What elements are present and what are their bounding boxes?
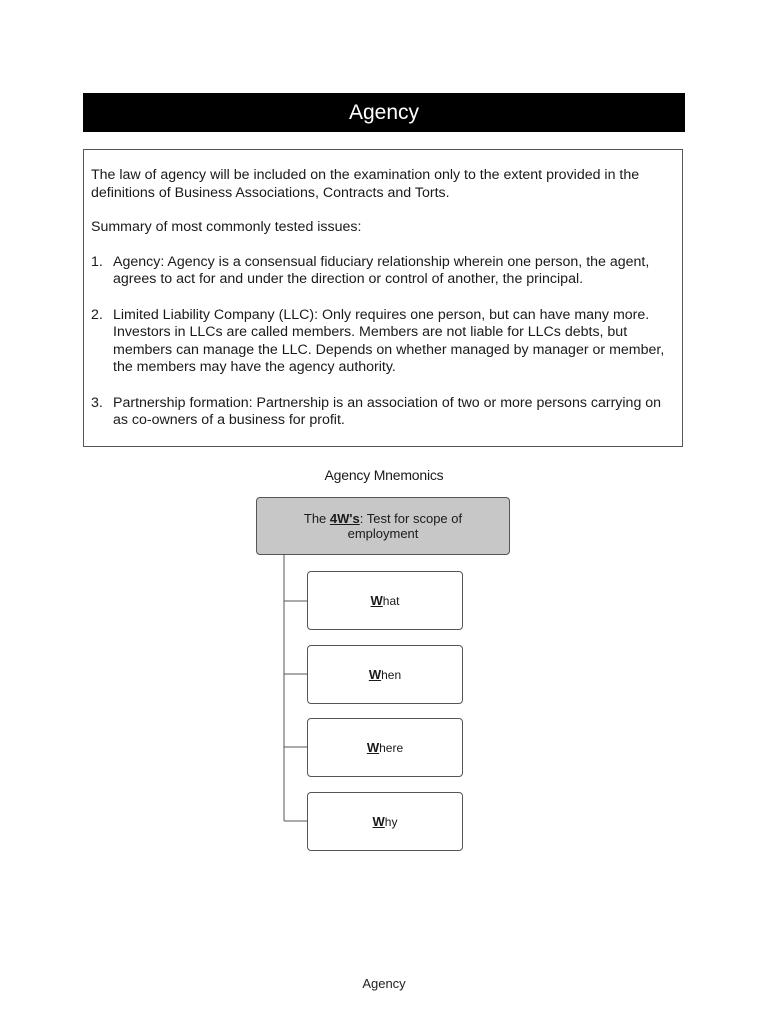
mnemonic-node-where bbox=[307, 718, 463, 777]
list-item-number: 2. bbox=[91, 306, 103, 323]
node-rest: hen bbox=[381, 667, 402, 682]
page-footer: Agency bbox=[362, 976, 406, 991]
mnemonic-node-when bbox=[307, 645, 463, 704]
root-bold-term: 4W's bbox=[329, 511, 360, 526]
mnemonic-node-what bbox=[307, 571, 463, 630]
list-item-number: 1. bbox=[91, 253, 103, 270]
node-initial: W bbox=[372, 814, 385, 829]
list-item-text: Limited Liability Company (LLC): Only requires one person, but can have many more. Investors in LLCs are called members. Members are not liable for LLCs debts, but members can manage the LLC. Depends on whether managed by manager or member, the members may have the agency authority. bbox=[113, 306, 665, 375]
node-initial: W bbox=[370, 593, 383, 608]
root-node-text bbox=[287, 511, 479, 541]
mnemonic-root-node bbox=[256, 497, 510, 555]
node-rest: hat bbox=[382, 593, 400, 608]
list-item-text: Partnership formation: Partnership is an association of two or more persons carrying on as co-owners of a business for profit. bbox=[113, 394, 662, 428]
root-suffix: : Test for scope of employment bbox=[347, 511, 463, 541]
list-heading: Summary of most commonly tested issues: bbox=[91, 219, 362, 235]
node-initial: W bbox=[366, 740, 380, 755]
node-rest: here bbox=[379, 740, 404, 755]
mnemonics-heading: Agency Mnemonics bbox=[324, 467, 444, 483]
mnemonic-node-why bbox=[307, 792, 463, 851]
list-item-text: Agency: Agency is a consensual fiduciary relationship wherein one person, the agent, agrees to act for and under the direction or control of another, the principal. bbox=[113, 253, 650, 287]
page-title: Agency bbox=[348, 100, 420, 124]
node-rest: hy bbox=[384, 814, 398, 829]
node-initial: W bbox=[368, 667, 382, 682]
root-prefix: The bbox=[303, 511, 330, 526]
list-item-number: 3. bbox=[91, 394, 103, 411]
intro-paragraph: The law of agency will be included on the examination only to the extent provided in the definitions of Business Associations, Contracts and Torts. bbox=[91, 167, 640, 201]
